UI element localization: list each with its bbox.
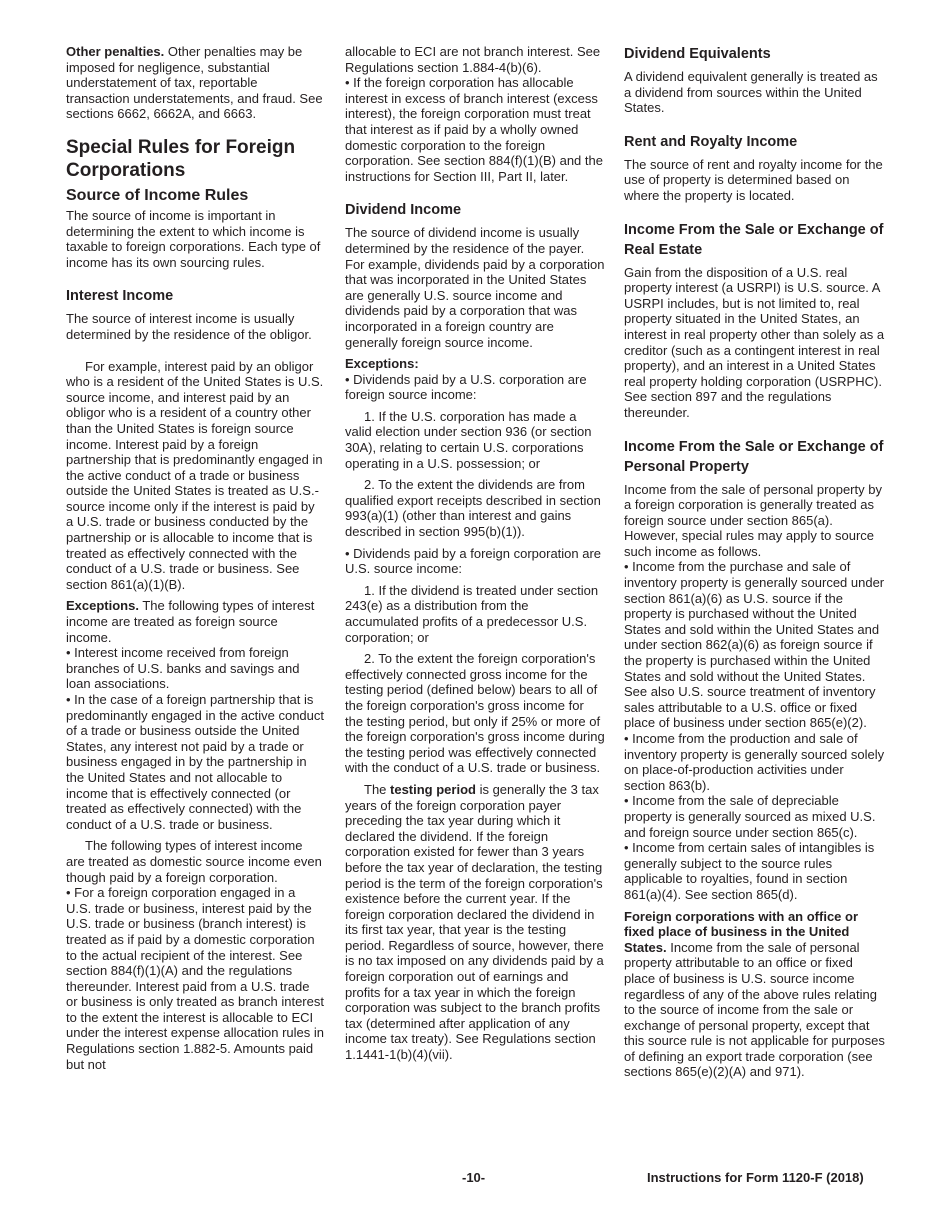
real-estate-body: Gain from the disposition of a U.S. real property interest (a USRPI) is U.S. source. A USRPI includes, but is not limited to, real property situated in the United States, an interest in real property other than solely as a creditor (such as a contingent interest in real property), and an interest in a United States real property holding corporation (USRPHC). See section 897 and the regulations thereunder.: [624, 264, 885, 420]
dividend-equivalents-body: A dividend equivalent generally is treated as a dividend from sources within the United States.: [624, 69, 878, 116]
column-right: [624, 44, 886, 1080]
numbered-item: 2. To the extent the foreign corporation's effectively connected gross income for the testing period (defined below) bears to all of the foreign corporation's gross income for the testing period, but only if 25% or more of the foreign corporation's gross income during the testing period was effectively connected with the conduct of a U.S. trade or business.: [345, 651, 605, 776]
interest-income-body: The source of interest income is usually determined by the residence of the obligor.: [66, 311, 312, 342]
dividend-income-title: Dividend Income: [345, 202, 462, 219]
page-number: -10-: [462, 1170, 486, 1185]
column-left: [66, 44, 324, 1072]
form-title-footer: Instructions for Form 1120-F (2018): [647, 1170, 864, 1185]
source-rules-title: Source of Income Rules: [66, 186, 249, 204]
rent-royalty-title: Rent and Royalty Income: [624, 133, 798, 150]
source-rules-body: The source of income is important in determining the extent to which income is taxable to foreign corporations. Each type of income has its own sourcing rules.: [66, 207, 321, 270]
list-item: • For a foreign corporation engaged in a U.S. trade or business, interest paid by the U.S. trade or business (branch interest) is treated as if paid by a domestic corporation to the actual recipient of the interest. See section 884(f)(1)(A) and the regulations thereunder. Interest paid from a U.S. trade or business is only treated as branch interest to the extent the interest is allocable to ECI under the interest expense allocation rules in Regulations section 1.882-5. Amounts paid but not: [66, 885, 324, 1072]
continued-paragraph: allocable to ECI are not branch interest. See Regulations section 1.884-4(b)(6).: [345, 44, 601, 75]
list-item: • If the foreign corporation has allocable interest in excess of branch interest (excess interest), the foreign corporation must treat that interest as if paid by a wholly owned domestic corporation to the foreign corporation. See section 884(f)(1)(B) and the instructions for Section III, Part II, later.: [345, 75, 603, 184]
list-item: • Income from certain sales of intangibles is generally subject to the source rules applicable to royalties, found in section 861(a)(4). See section 865(d).: [624, 840, 875, 902]
dividend-equivalents-title: Dividend Equivalents: [624, 46, 771, 62]
testing-period-term: testing period: [390, 781, 476, 797]
list-item: • Income from the production and sale of inventory property is generally sourced solely on place-of-production activities under section 863(b).: [624, 731, 885, 793]
list-item: • Interest income received from foreign branches of U.S. banks and savings and loan associations.: [66, 645, 300, 692]
column-middle: [345, 44, 605, 1063]
list-item: • Income from the purchase and sale of inventory property is generally sourced under section 861(a)(6) as U.S. source if the property is purchased without the United States and sold within the United States and under section 862(a)(6) as foreign source if the property is purchased within the United States and sold without the United States. See also U.S. source treatment of inventory sales attributable to a U.S. office or fixed place of business under section 865(e)(2).: [624, 559, 885, 731]
real-estate-title: Income From the Sale or Exchange of Real Estate: [624, 221, 884, 258]
domestic-source-paragraph: The following types of interest income are treated as domestic source income even though paid by a foreign corporation.: [66, 838, 322, 885]
list-item: • Dividends paid by a U.S. corporation are foreign source income:: [345, 371, 587, 403]
list-item: • Dividends paid by a foreign corporation are U.S. source income:: [345, 545, 602, 577]
dividend-income-body: The source of dividend income is usually determined by the residence of the payer. For example, dividends paid by a corporation that was incorporated in the United States are generally U.S. source income and dividends paid by a corporation that was incorporated in a foreign country are generally foreign source income.: [345, 225, 605, 350]
numbered-item: 2. To the extent the dividends are from qualified export receipts described in section 993(a)(1) (other than interest and gains described in section 995(b)(1)).: [345, 477, 601, 540]
testing-period-paragraph: The testing period is generally the 3 tax years of the foreign corporation payer preceding the tax year during which it declared the dividend. If the foreign corporation existed for fewer than 3 years before the tax year of declaration, the testing period is the term of the foreign corporation's existence before the current year. If the foreign corporation declared the dividend in its first tax year, that year is the testing period. Regardless of source, however, there is no tax imposed on any dividends paid by a foreign corporation out of earnings and profits for a tax year in which the foreign corporation was subject to the branch profits tax (determined after application of any income tax treaty). See Regulations section 1.1441-1(b)(4)(vii).: [345, 781, 604, 1063]
numbered-item: 1. If the dividend is treated under section 243(e) as a distribution from the accumulated profits of a predecessor U.S. corporation; or: [345, 582, 599, 645]
list-item: • Income from the sale of depreciable property is generally sourced as mixed U.S. and foreign source under section 865(c).: [624, 793, 876, 840]
interest-exceptions-paragraph: Exceptions. The following types of interest income are treated as foreign source income.: [66, 598, 315, 645]
interest-income-title: Interest Income: [66, 288, 174, 305]
personal-property-body: Income from the sale of personal property by a foreign corporation is generally treated as foreign source under section 865(a). However, special rules may apply to source such income as follows.: [624, 481, 882, 559]
list-item: • In the case of a foreign partnership that is predominantly engaged in the active conduct of a trade or business outside the United States, any interest not paid by a trade or business engaged in by the partnership in the United States and not allocable to income that is effectively connected (or treated as effectively connected) with the conduct of a U.S. trade or business.: [66, 692, 325, 832]
office-fixed-place-heading: Foreign corporations with an office or fixed place of business in the United States.: [624, 908, 859, 955]
numbered-item: 1. If the U.S. corporation has made a valid election under section 936 (or section 30A), relating to certain U.S. corporations operating in a U.S. possession; or: [345, 408, 592, 471]
interest-example-paragraph: For example, interest paid by an obligor who is a resident of the United States is U.S. source income, and interest paid by an obligor who is a resident of a country other than the United States is foreign source income. Interest paid by a foreign partnership that is predominantly engaged in the active conduct of a trade or business outside the United States is treated as U.S.-source income only if the interest is paid by a U.S. trade or business conducted by the partnership or is allocable to income that is treated as effectively connected with the conduct of a U.S. trade or business. See section 861(a)(1)(B).: [66, 358, 324, 592]
special-rules-title: Special Rules for Foreign Corporations: [66, 136, 296, 181]
exceptions-heading: Exceptions.: [66, 598, 139, 614]
other-penalties-heading: Other penalties.: [66, 44, 165, 59]
personal-property-title: Income From the Sale or Exchange of Personal Property: [624, 438, 884, 475]
other-penalties-paragraph: Other penalties. Other penalties may be imposed for negligence, substantial understatement of tax, reportable transaction understatements, and fraud. See sections 6662, 6662A, and 6663.: [66, 44, 323, 122]
office-fixed-place-paragraph: Foreign corporations with an office or fixed place of business in the United States. Income from the sale of personal property attributable to an office or fixed place of business is U.S. source income regardless of any of the above rules relating to the source of income from the sale or exchange of personal property, except that this source rule is not applicable for purposes of defining an export trade corporation (see sections 865(e)(2)(A) and 971).: [624, 908, 885, 1080]
dividend-exceptions-heading: Exceptions:: [345, 356, 419, 372]
rent-royalty-body: The source of rent and royalty income for the use of property is determined based on where the property is located.: [624, 156, 883, 203]
